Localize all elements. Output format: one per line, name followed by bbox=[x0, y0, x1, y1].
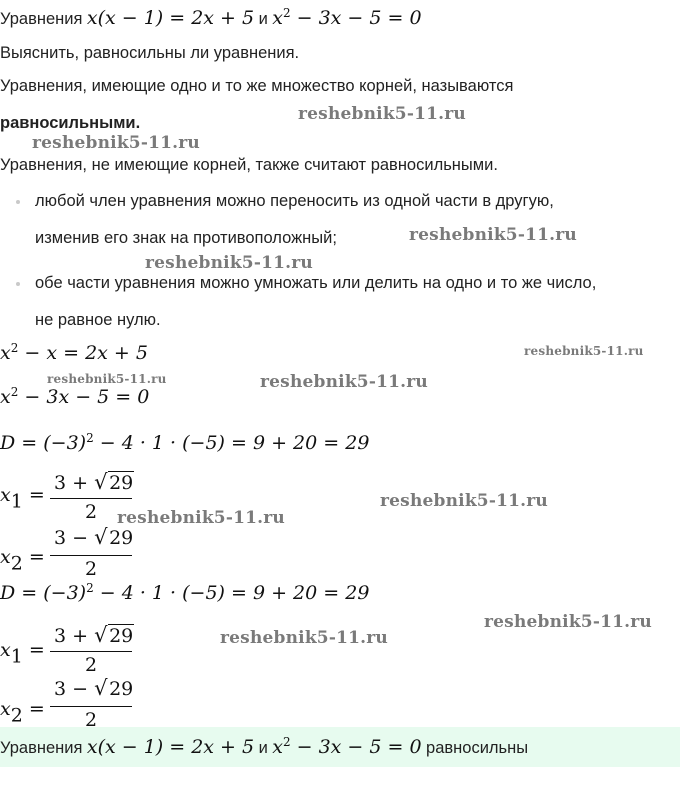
bullet-1 bbox=[16, 200, 20, 204]
sqrt-icon: √ bbox=[94, 623, 108, 647]
watermark: reshebnik5-11.ru bbox=[380, 491, 548, 511]
fraction-bar bbox=[50, 498, 132, 499]
title-line bbox=[0, 6, 422, 29]
watermark: reshebnik5-11.ru bbox=[298, 104, 466, 124]
watermark: reshebnik5-11.ru bbox=[32, 133, 200, 153]
sqrt-icon: √ bbox=[94, 470, 108, 494]
fraction-bar bbox=[50, 555, 132, 556]
definition-line-1: Уравнения, имеющие одно и то же множество корней, называются bbox=[0, 77, 514, 95]
watermark: reshebnik5-11.ru bbox=[484, 612, 652, 632]
bullet-2 bbox=[16, 282, 20, 286]
answer-lead: Уравнения bbox=[0, 739, 83, 758]
discriminant-1: $D = (-3)^2 - 4 \cdot 1 \cdot (-5) = 9 + 20 = 29$ bbox=[0, 431, 370, 455]
rule-2-line-1: обе части уравнения можно умножать или делить на одно и то же число, bbox=[35, 274, 597, 292]
watermark: reshebnik5-11.ru bbox=[145, 253, 313, 273]
answer-equation-1: x(x − 1) = 2x + 5 bbox=[86, 736, 255, 759]
fraction-bar bbox=[50, 706, 132, 707]
definition-note: Уравнения, не имеющие корней, также считают равносильными. bbox=[0, 156, 498, 174]
x1-label-1: $x_1$ = bbox=[0, 484, 45, 513]
answer-conjunction: и bbox=[258, 739, 268, 758]
step-1-equation: $x^2 - x = 2x + 5$ bbox=[0, 341, 148, 365]
x1-label-2: $x_1$ = bbox=[0, 639, 45, 668]
title-equation-1: x(x − 1) = 2x + 5 bbox=[86, 7, 255, 30]
title-lead: Уравнения bbox=[0, 10, 83, 29]
answer-conclusion: равносильны bbox=[426, 739, 529, 758]
step-2-equation: $x^2 - 3x - 5 = 0$ bbox=[0, 385, 150, 409]
x1-numerator: 3 + √ 29 bbox=[54, 623, 134, 647]
rule-1-line-1: любой член уравнения можно переносить из одной части в другую, bbox=[35, 192, 554, 210]
x2-label-1: $x_2$ = bbox=[0, 546, 45, 575]
answer-line bbox=[0, 735, 528, 758]
title-equation-2: $x^2 - 3x - 5 = 0$ bbox=[272, 6, 422, 30]
answer-equation-2: $x^2 - 3x - 5 = 0$ bbox=[272, 735, 422, 759]
definition-bold-term: равносильными. bbox=[0, 114, 141, 132]
x2-numerator: 3 − √ 29 bbox=[54, 678, 134, 700]
watermark: reshebnik5-11.ru bbox=[409, 225, 577, 245]
x1-numerator: 3 + √ 29 bbox=[54, 470, 134, 494]
x1-denominator: 2 bbox=[85, 654, 98, 676]
watermark: reshebnik5-11.ru bbox=[524, 344, 644, 358]
watermark: reshebnik5-11.ru bbox=[260, 372, 428, 392]
fraction-bar bbox=[50, 651, 132, 652]
rule-1-line-2: изменив его знак на противоположный; bbox=[35, 229, 337, 247]
x2-denominator: 2 bbox=[85, 558, 98, 577]
sqrt-icon: √ bbox=[94, 678, 108, 700]
watermark: reshebnik5-11.ru bbox=[47, 372, 167, 386]
x2-label-2: $x_2$ = bbox=[0, 698, 45, 727]
sqrt-icon: √ bbox=[94, 527, 108, 549]
x2-fraction-2 bbox=[48, 678, 134, 727]
x1-denominator: 2 bbox=[85, 501, 98, 523]
x1-fraction-2 bbox=[48, 621, 134, 679]
watermark: reshebnik5-11.ru bbox=[117, 508, 285, 528]
title-conjunction: и bbox=[258, 10, 268, 29]
watermark: reshebnik5-11.ru bbox=[220, 628, 388, 648]
discriminant-2: $D = (-3)^2 - 4 \cdot 1 \cdot (-5) = 9 + 20 = 29$ bbox=[0, 581, 370, 605]
task-text: Выяснить, равносильны ли уравнения. bbox=[0, 44, 300, 62]
x2-denominator: 2 bbox=[85, 709, 98, 727]
x2-numerator: 3 − √ 29 bbox=[54, 527, 134, 549]
x2-fraction-1 bbox=[48, 527, 134, 577]
rule-2-line-2: не равное нулю. bbox=[35, 311, 161, 329]
